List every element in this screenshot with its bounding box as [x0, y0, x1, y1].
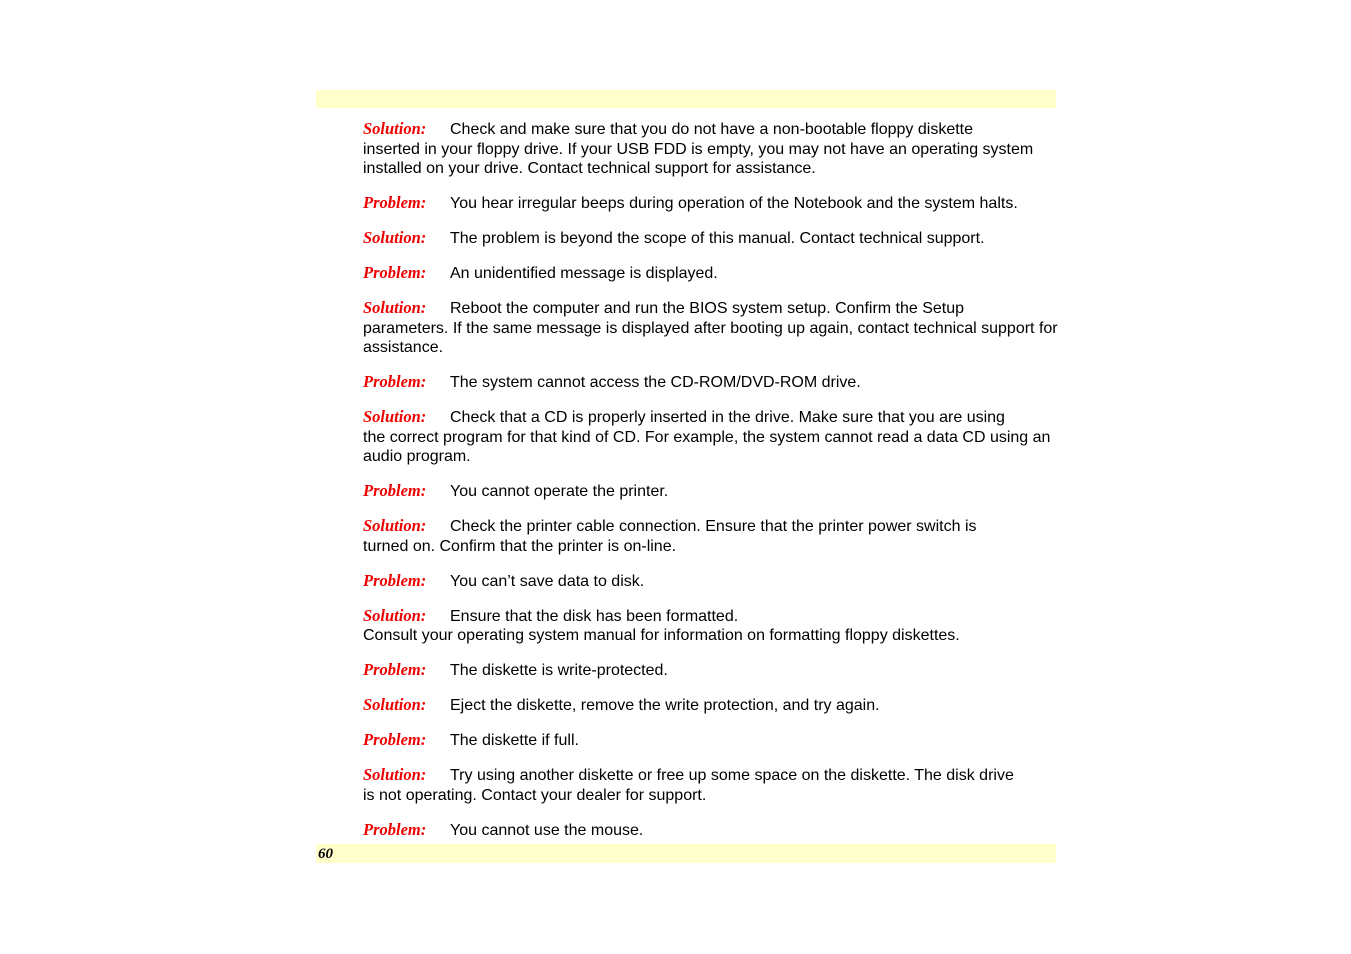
entry-problem	[363, 263, 1063, 284]
entry-continuation: turned on. Confirm that the printer is on-line.	[363, 537, 677, 555]
solution-label: Solution:	[363, 407, 427, 426]
problem-label: Problem:	[363, 263, 427, 282]
problem-label: Problem:	[363, 660, 427, 679]
problem-label: Problem:	[363, 819, 427, 839]
entry-continuation: inserted in your floppy drive. If your USB FDD is empty, you may not have an operating system installed on your drive. Contact technical support for assistance.	[363, 140, 1034, 177]
entry-text: Eject the diskette, remove the write protection, and try again.	[450, 697, 880, 714]
entry-solution	[363, 298, 1063, 358]
solution-label: Solution:	[363, 765, 427, 784]
entry-text: Check that a CD is properly inserted in the drive. Make sure that you are using	[450, 409, 1005, 426]
problem-label: Problem:	[363, 372, 427, 391]
entry-continuation: Consult your operating system manual for information on formatting floppy diskettes.	[363, 627, 960, 644]
page-number: 60	[318, 846, 333, 862]
entry-text: You cannot use the mouse.	[450, 821, 644, 839]
entry-problem	[363, 372, 1063, 393]
entry-text: You can’t save data to disk.	[450, 572, 645, 590]
entry-text: Reboot the computer and run the BIOS system setup. Confirm the Setup	[450, 300, 965, 317]
solution-label: Solution:	[363, 605, 427, 625]
entry-problem	[363, 193, 1063, 214]
solution-label: Solution:	[363, 119, 427, 138]
troubleshooting-list	[363, 119, 1063, 855]
problem-label: Problem:	[363, 570, 427, 590]
entry-continuation: is not operating. Contact your dealer for support.	[363, 786, 707, 804]
entry-problem	[363, 730, 1063, 751]
entry-text: You cannot operate the printer.	[450, 483, 669, 500]
entry-solution	[363, 119, 1063, 179]
entry-problem	[363, 481, 1063, 502]
entry-problem	[363, 660, 1063, 681]
entry-continuation: parameters. If the same message is displayed after booting up again, contact technical support for assistance.	[363, 319, 1058, 356]
solution-label: Solution:	[363, 695, 427, 714]
entry-problem	[363, 571, 1063, 592]
problem-label: Problem:	[363, 481, 427, 500]
entry-text: The system cannot access the CD-ROM/DVD-ROM drive.	[450, 374, 861, 391]
solution-label: Solution:	[363, 516, 427, 535]
entry-text: Check and make sure that you do not have a non-bootable floppy diskette	[450, 121, 974, 138]
entry-continuation: the correct program for that kind of CD. For example, the system cannot read a data CD using an audio program.	[363, 428, 1051, 465]
entry-solution	[363, 228, 1063, 249]
solution-label: Solution:	[363, 228, 427, 247]
entry-text: The problem is beyond the scope of this manual. Contact technical support.	[450, 230, 985, 247]
header-band	[316, 90, 1056, 108]
entry-text: The diskette if full.	[450, 732, 579, 749]
entry-text: Try using another diskette or free up some space on the diskette. The disk drive	[450, 767, 1014, 784]
entry-solution	[363, 695, 1063, 716]
solution-label: Solution:	[363, 298, 427, 317]
problem-label: Problem:	[363, 193, 427, 212]
entry-text: Check the printer cable connection. Ensure that the printer power switch is	[450, 518, 977, 535]
entry-text: The diskette is write-protected.	[450, 662, 668, 679]
entry-solution	[363, 407, 1063, 467]
entry-solution	[363, 516, 1063, 556]
entry-solution	[363, 765, 1063, 805]
entry-text: Ensure that the disk has been formatted.	[450, 607, 739, 625]
entry-text: An unidentified message is displayed.	[450, 265, 718, 282]
footer-band	[316, 844, 1056, 863]
problem-label: Problem:	[363, 730, 427, 749]
entry-text: You hear irregular beeps during operation of the Notebook and the system halts.	[450, 195, 1018, 212]
entry-problem	[363, 820, 1063, 841]
entry-solution	[363, 606, 1063, 646]
